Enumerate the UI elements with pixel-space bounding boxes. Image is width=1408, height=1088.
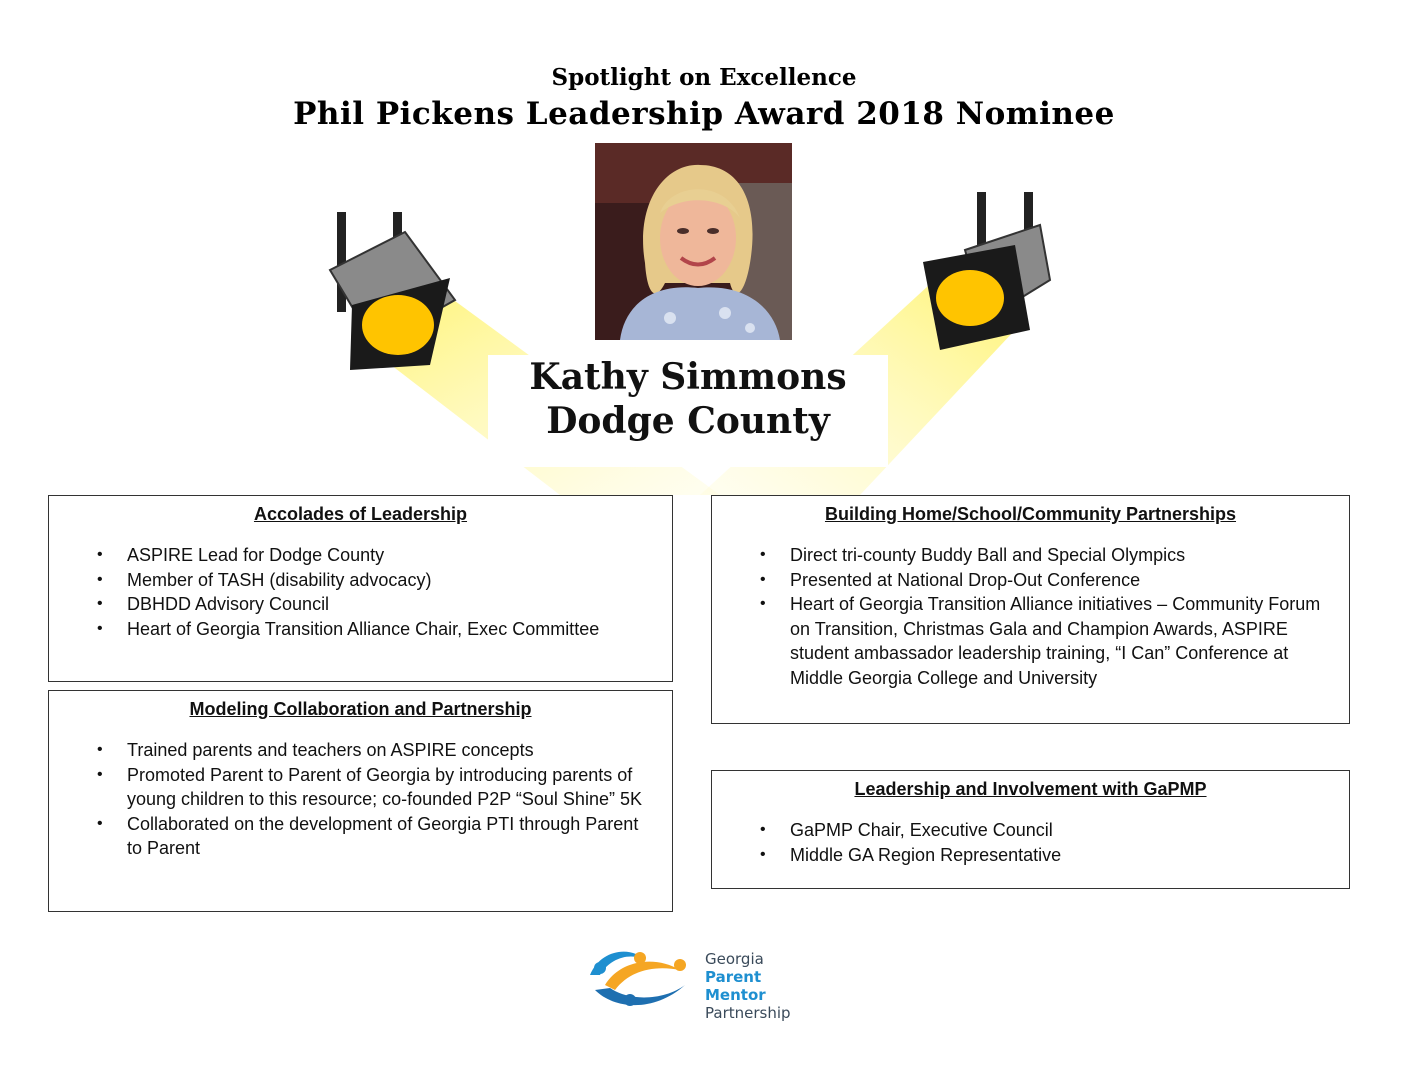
- leadership-heading: Leadership and Involvement with GaPMP: [854, 779, 1207, 799]
- gapmp-logo: [585, 940, 825, 1022]
- award-title: Phil Pickens Leadership Award 2018 Nominee: [293, 96, 1115, 132]
- list-item: • Heart of Georgia Transition Alliance initiatives – Community Forum on Transition, Christmas Gala and Champion Awards, ASPIRE student ambassador leadership training, “I Can” Conference at Middle Georgia College and University: [790, 592, 1329, 690]
- accolades-heading: Accolades of Leadership: [253, 504, 468, 524]
- modeling-box: [48, 690, 673, 912]
- list-item: • Direct tri-county Buddy Ball and Special Olympics: [790, 543, 1329, 568]
- building-list: [712, 543, 1349, 691]
- building-box: [711, 495, 1350, 724]
- spotlight-subtitle: Spotlight on Excellence: [551, 64, 857, 91]
- logo-text: [705, 950, 825, 1022]
- logo-line-2: Parent Mentor: [705, 968, 766, 1004]
- leadership-list: [712, 818, 1349, 867]
- list-item: • Member of TASH (disability advocacy): [127, 568, 652, 593]
- list-item: • ASPIRE Lead for Dodge County: [127, 543, 652, 568]
- logo-line-1: Georgia: [705, 950, 764, 968]
- modeling-list: [49, 738, 672, 861]
- accolades-box: [48, 495, 673, 682]
- leadership-box: [711, 770, 1350, 889]
- nominee-name: Kathy Simmons: [529, 356, 847, 398]
- list-item: • Presented at National Drop-Out Conference: [790, 568, 1329, 593]
- right-spotlight-icon: [923, 192, 1050, 350]
- list-item: • Promoted Parent to Parent of Georgia by introducing parents of young children to this resource; co-founded P2P “Soul Shine” 5K: [127, 763, 652, 812]
- logo-figures-icon: [585, 940, 700, 1012]
- nominee-block: [488, 355, 888, 467]
- building-heading: Building Home/School/Community Partnerships: [824, 504, 1237, 524]
- list-item: • Trained parents and teachers on ASPIRE concepts: [127, 738, 652, 763]
- list-item: • GaPMP Chair, Executive Council: [790, 818, 1329, 843]
- list-item: • Collaborated on the development of Georgia PTI through Parent to Parent: [127, 812, 652, 861]
- list-item: • Middle GA Region Representative: [790, 843, 1329, 868]
- nominee-photo: [595, 143, 792, 340]
- nominee-county: Dodge County: [546, 400, 830, 442]
- logo-line-3: Partnership: [705, 1004, 791, 1022]
- accolades-list: [49, 543, 672, 641]
- modeling-heading: Modeling Collaboration and Partnership: [189, 699, 532, 719]
- list-item: • DBHDD Advisory Council: [127, 592, 652, 617]
- list-item: • Heart of Georgia Transition Alliance Chair, Exec Committee: [127, 617, 652, 642]
